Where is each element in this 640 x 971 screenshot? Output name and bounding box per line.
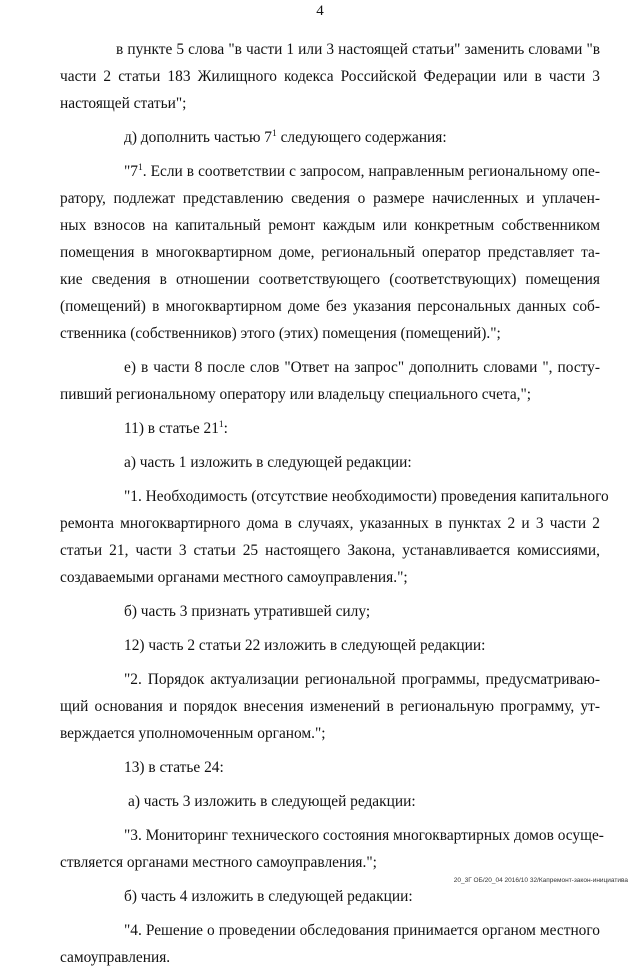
text-line: щий основания и порядок внесения изменений в региональную программу, ут- [60,698,600,715]
text-line: настоящей статьи"; [60,95,187,112]
text-line: б) часть 4 изложить в следующей редакции: [124,888,413,905]
text-fragment: д) дополнить частью 7 [124,129,272,146]
text-fragment: следующего содержания: [276,129,447,146]
text-line: ствляется органами местного самоуправления."; [60,854,377,871]
text-line [60,124,600,151]
text-line: 13) в статье 24: [124,759,224,776]
text-line: создаваемыми органами местного самоуправления."; [60,569,408,586]
text-line: ных взносов на капитальный ремонт каждым или конкретным собственником [60,217,600,234]
text-line: (помещений) в многоквартирном доме без указания персональных данных соб- [60,298,600,315]
text-line: верждается уполномоченным органом."; [60,725,326,742]
text-fragment: 11) в статье 21 [124,420,219,437]
text-line [60,415,600,442]
text-fragment: "7 [124,163,138,180]
text-line: помещения в многоквартирном доме, региональный оператор представляет та- [60,244,600,261]
text-fragment: : [223,420,228,437]
text-line: пивший региональному оператору или владельцу специального счета,"; [60,386,532,403]
text-line: а) часть 3 изложить в следующей редакции: [128,793,416,810]
text-line: б) часть 3 признать утратившей силу; [124,603,371,620]
text-line: самоуправления. [60,949,171,966]
text-line: "1. Необходимость (отсутствие необходимости) проведения капитального [124,488,609,505]
text-line: ственника (собственников) этого (этих) помещения (помещений)."; [60,325,501,342]
text-line [60,158,600,185]
text-line: части 2 статьи 183 Жилищного кодекса Российской Федерации или в части 3 [60,68,600,85]
document-reference: 20_3Г ОБ/20_04 2016/10 32/Капремонт-закон-инициатива [453,877,628,884]
document-body [60,36,609,971]
page-number: 4 [316,3,324,19]
text-line: "2. Порядок актуализации региональной программы, предусматриваю- [124,671,600,688]
superscript: 1 [272,129,277,139]
text-line: "4. Решение о проведении обследования принимается органом местного [124,922,600,939]
text-line: ратору, подлежат представлению сведения о размере начисленных и уплачен- [60,190,600,207]
superscript: 1 [218,420,224,430]
text-line: 12) часть 2 статьи 22 изложить в следующей редакции: [124,637,486,654]
text-line: кие сведения в отношении соответствующего (соответствующих) помещения [60,271,600,288]
text-line: статьи 21, части 3 статьи 25 настоящего Закона, устанавливается комиссиями, [60,542,600,559]
text-line: е) в части 8 после слов "Ответ на запрос" дополнить словами ", посту- [124,359,600,376]
text-line: а) часть 1 изложить в следующей редакции: [124,454,412,471]
superscript: 1 [137,163,143,173]
text-fragment: . Если в соответствии с запросом, направленным региональному опе- [142,163,600,180]
text-line: ремонта многоквартирного дома в случаях, указанных в пунктах 2 и 3 части 2 [60,515,600,532]
text-line: в пункте 5 слова "в части 1 или 3 настоящей статьи" заменить словами "в [116,41,600,58]
text-line: "3. Мониторинг технического состояния многоквартирных домов осуще- [124,827,604,844]
